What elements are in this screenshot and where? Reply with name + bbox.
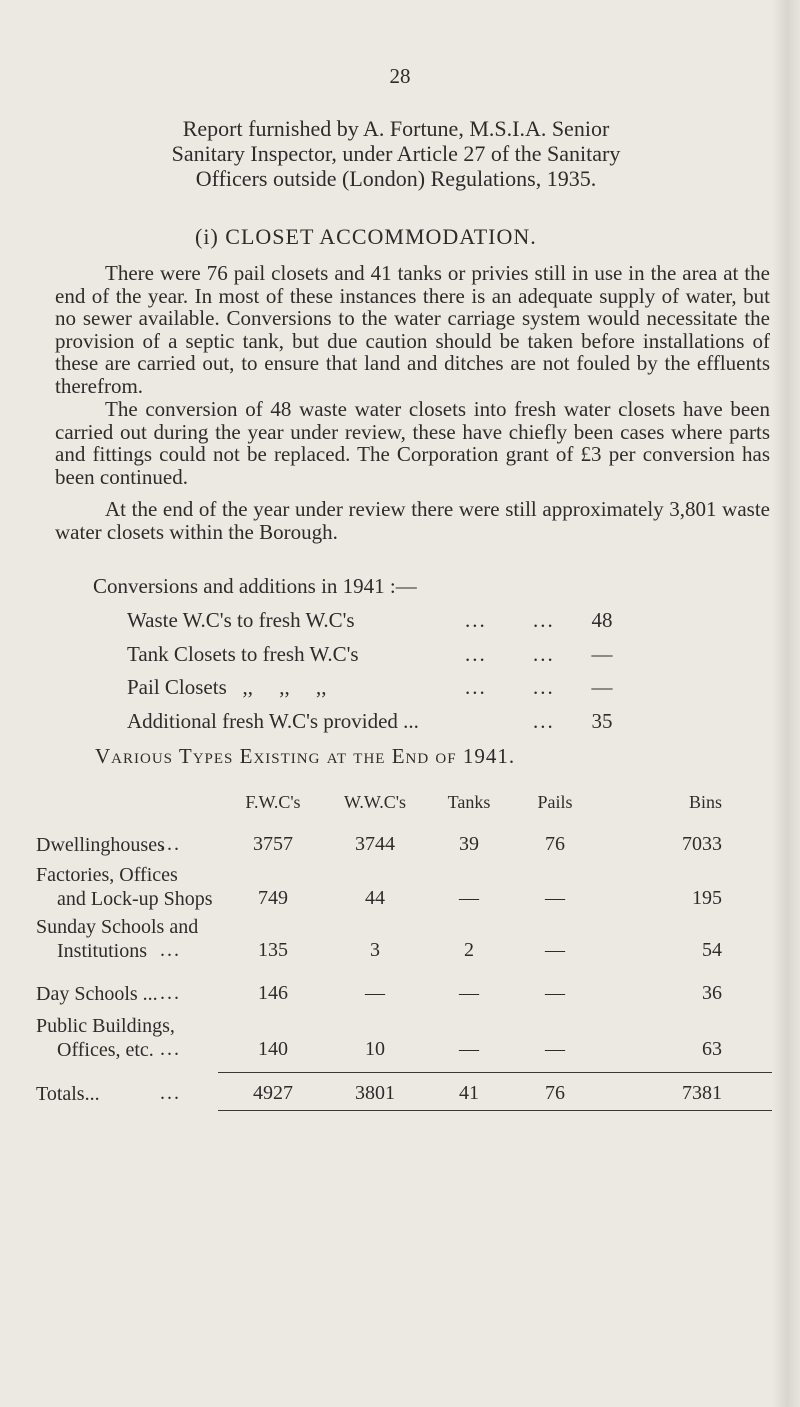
leader-dots: ...: [533, 608, 555, 632]
row-label-line: Public Buildings,: [36, 1015, 175, 1037]
table-cell: 749: [258, 887, 288, 909]
table-cell: 140: [258, 1038, 288, 1060]
heading-line: Officers outside (London) Regulations, 1935.: [195, 166, 597, 191]
paragraph: There were 76 pail closets and 41 tanks or privies still in use in the area at the end of the year. In most of these instances there is an adequate supply of water, but no sewer available. Conversions to the water carriage system would necessitate the provision of a septic tank, but due caution should be taken before installations of these are carried out, to ensure that land and ditches are not fouled by the effluents therefrom.: [55, 261, 770, 398]
page-number: 28: [389, 64, 411, 88]
total-cell: 4927: [253, 1082, 293, 1104]
conversions-title: Conversions and additions in 1941 :—: [93, 574, 417, 598]
row-label-line: Factories, Offices: [36, 864, 178, 886]
table-cell: —: [545, 939, 565, 961]
heading-line: Report furnished by A. Fortune, M.S.I.A. Senior: [182, 116, 610, 141]
leader-dots: ...: [160, 833, 181, 855]
table-cell: 10: [365, 1038, 385, 1060]
leader-dots: ...: [160, 939, 181, 961]
column-header: Pails: [537, 792, 573, 812]
leader-dots: ...: [160, 1038, 181, 1060]
conversion-label: Tank Closets to fresh W.C's: [127, 641, 359, 666]
table-cell: 54: [702, 939, 722, 961]
total-cell: 7381: [682, 1082, 722, 1104]
row-label: [36, 863, 213, 911]
leader-dots: ...: [533, 641, 555, 666]
total-cell: 76: [545, 1082, 565, 1104]
table-cell: —: [459, 982, 479, 1004]
column-header: Tanks: [447, 792, 491, 812]
leader-dots: ...: [533, 708, 555, 733]
table-cell: —: [459, 887, 479, 909]
table-cell: —: [545, 982, 565, 1004]
table-cell: —: [545, 1038, 565, 1060]
heading-line: Sanitary Inspector, under Article 27 of the Sanitary: [171, 141, 621, 166]
table-rule: [218, 1110, 772, 1111]
table-cell: 3: [370, 939, 380, 961]
column-header: W.W.C's: [344, 792, 406, 812]
table-cell: 135: [258, 939, 288, 961]
table-rule: [218, 1072, 772, 1073]
table-cell: 3757: [253, 833, 293, 855]
leader-dots: ...: [160, 1082, 181, 1104]
table-cell: 146: [258, 982, 288, 1004]
table-cell: 195: [692, 887, 722, 909]
table-cell: 76: [545, 833, 565, 855]
conversion-value: —: [591, 641, 613, 666]
table-cell: —: [459, 1038, 479, 1060]
table-title: Various Types Existing at the End of 1941.: [95, 744, 516, 768]
row-label-line: and Lock-up Shops: [57, 888, 213, 910]
table-cell: 2: [464, 939, 474, 961]
table-cell: —: [545, 887, 565, 909]
column-header: Bins: [688, 792, 722, 812]
table-cell: 7033: [682, 833, 722, 855]
row-label: [36, 1014, 175, 1062]
leader-dots: ...: [533, 675, 555, 699]
leader-dots: ...: [465, 608, 487, 632]
conversion-value: 48: [591, 608, 613, 632]
table-cell: 63: [702, 1038, 722, 1060]
table-cell: 3744: [355, 833, 395, 855]
row-label: Dwellinghouses: [36, 834, 165, 856]
table-cell: 36: [702, 982, 722, 1004]
row-label-line: Sunday Schools and: [36, 916, 199, 938]
conversion-label: Additional fresh W.C's provided ...: [127, 708, 419, 733]
leader-dots: ...: [465, 675, 487, 699]
leader-dots: ...: [160, 982, 181, 1004]
conversion-label: Pail Closets ,, ,, ,,: [127, 675, 327, 699]
table-cell: 44: [365, 887, 385, 909]
leader-dots: ...: [465, 641, 487, 666]
totals-label: Totals...: [36, 1083, 100, 1105]
conversion-label: Waste W.C's to fresh W.C's: [127, 608, 355, 632]
table-cell: —: [365, 982, 385, 1004]
section-title: (i) CLOSET ACCOMMODATION.: [195, 224, 537, 249]
total-cell: 41: [459, 1082, 479, 1104]
total-cell: 3801: [355, 1082, 395, 1104]
paragraph: At the end of the year under review there were still approximately 3,801 waste water closets within the Borough.: [55, 497, 770, 544]
column-header: F.W.C's: [245, 792, 301, 812]
row-label: Day Schools ...: [36, 983, 158, 1005]
row-label-line: Offices, etc.: [57, 1039, 154, 1061]
paragraph: The conversion of 48 waste water closets into fresh water closets have been carried out during the year under review, these have chiefly been cases where parts and fittings could not be replaced. The Corporation grant of £3 per conversion has been continued.: [55, 397, 770, 489]
conversion-value: 35: [591, 708, 613, 733]
row-label-line: Institutions: [57, 940, 148, 962]
table-cell: 39: [459, 833, 479, 855]
conversion-value: —: [591, 675, 613, 699]
